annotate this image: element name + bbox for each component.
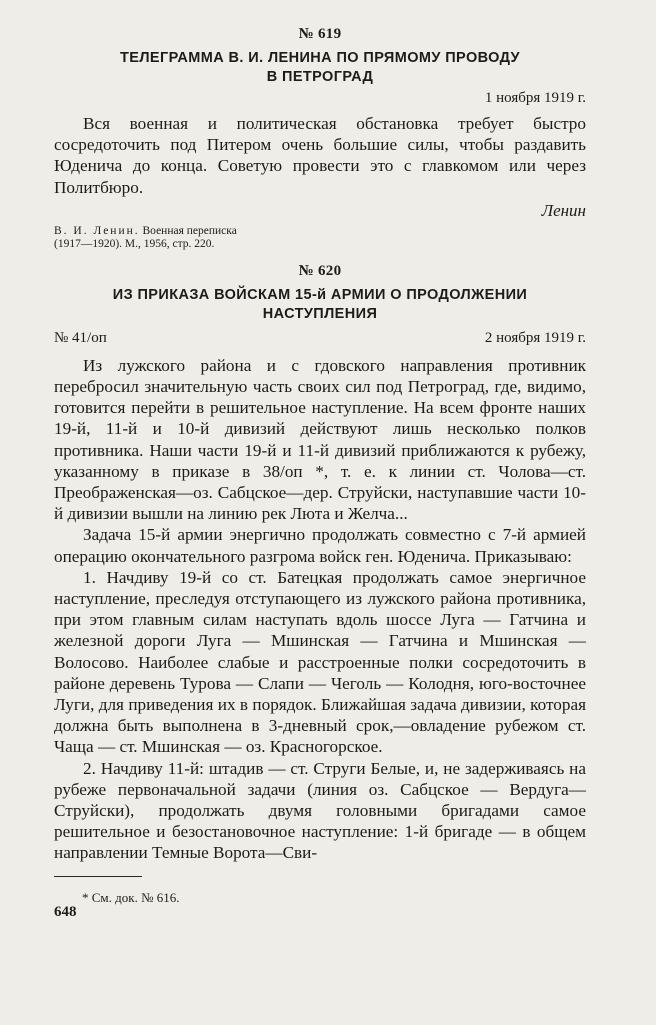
doc-619-text: Вся военная и политическая обстановка требует быстро сосредоточить под Питером очень большие силы, чтобы раздавить Юденича до конца. Советую провести это с главкомом или через Политбюро.: [54, 114, 586, 197]
doc-619-number: № 619: [298, 26, 342, 42]
doc-619-title-line1: ТЕЛЕГРАММА В. И. ЛЕНИНА ПО ПРЯМОМУ ПРОВОДУ: [120, 50, 520, 66]
doc-620-date: 2 ноября 1919 г.: [484, 329, 586, 346]
doc-620-title-line1: ИЗ ПРИКАЗА ВОЙСКАМ 15-й АРМИИ О ПРОДОЛЖЕНИИ: [112, 286, 528, 303]
document-page: [54, 26, 586, 919]
doc-619-source: [54, 225, 586, 251]
paragraph: 1. Начдиву 19-й со ст. Батецкая продолжать самое энергичное наступление, преследуя отступающего из лужского района противника, при этом главным силам наступать вдоль шоссе Луга — Гатчина и железной дороги Луга — Мшинская — Гатчина и Мшинская — Волосово. Наиболее слабые и расстроенные полки сосредоточить в районе деревень Турова — Слапи — Чеголь — Колодня, юго-восточнее Луги, для приведения их в порядок. Ближайшая задача дивизии, которая должна быть выполнена в 3-дневный срок,—овладение рубежом ст. Чаща — ст. Мшинская — оз. Красногорское.: [54, 567, 586, 757]
paragraph: 2. Начдиву 11-й: штадив — ст. Струги Белые, и, не задерживаясь на рубеже первоначальной задачи (линия оз. Сабцское — Вердуга—Струйски), продолжать двумя головными бригадами самое решительное и безостановочное наступление: 1-й бригаде — в общем направлении Темные Ворота—Сви-: [54, 758, 586, 863]
source-title: Военная переписка: [142, 224, 237, 237]
source-details: (1917—1920). М., 1956, стр. 220.: [54, 237, 215, 250]
page-number: 648: [54, 904, 77, 920]
footnote: * См. док. № 616.: [82, 889, 180, 905]
footnote-divider: [54, 876, 142, 877]
doc-620-meta: [54, 330, 586, 347]
doc-619-title-line2: В ПЕТРОГРАД: [266, 69, 374, 85]
doc-620-title-line2: НАСТУПЛЕНИЯ: [262, 305, 378, 322]
doc-620: [54, 263, 586, 864]
order-number: № 41/оп: [54, 329, 107, 346]
paragraph: Из лужского района и с гдовского направления противник перебросил значительную часть своих сил под Петроград, где, видимо, готовится перейти в решительное наступление. На всем фронте наших 19-й, 11-й и 10-й дивизий действуют лишь несколько полков противника. Наши части 19-й и 11-й дивизий приближаются к рубежу, указанному в приказе в 38/оп *, т. е. к линии ст. Чолова—ст. Преображенская—оз. Сабцское—дер. Струйски, наступавшие части 10-й дивизии вышли на линию рек Люта и Желча...: [54, 355, 586, 524]
doc-619-date: 1 ноября 1919 г.: [484, 90, 586, 106]
paragraph: Задача 15-й армии энергично продолжать совместно с 7-й армией операцию окончательного разгрома войск ген. Юденича. Приказываю:: [54, 525, 586, 566]
source-author: В. И. Ленин.: [54, 224, 140, 237]
doc-619-signature: Ленин: [541, 200, 586, 220]
doc-620-number: № 620: [298, 262, 342, 279]
doc-619: [54, 26, 586, 251]
